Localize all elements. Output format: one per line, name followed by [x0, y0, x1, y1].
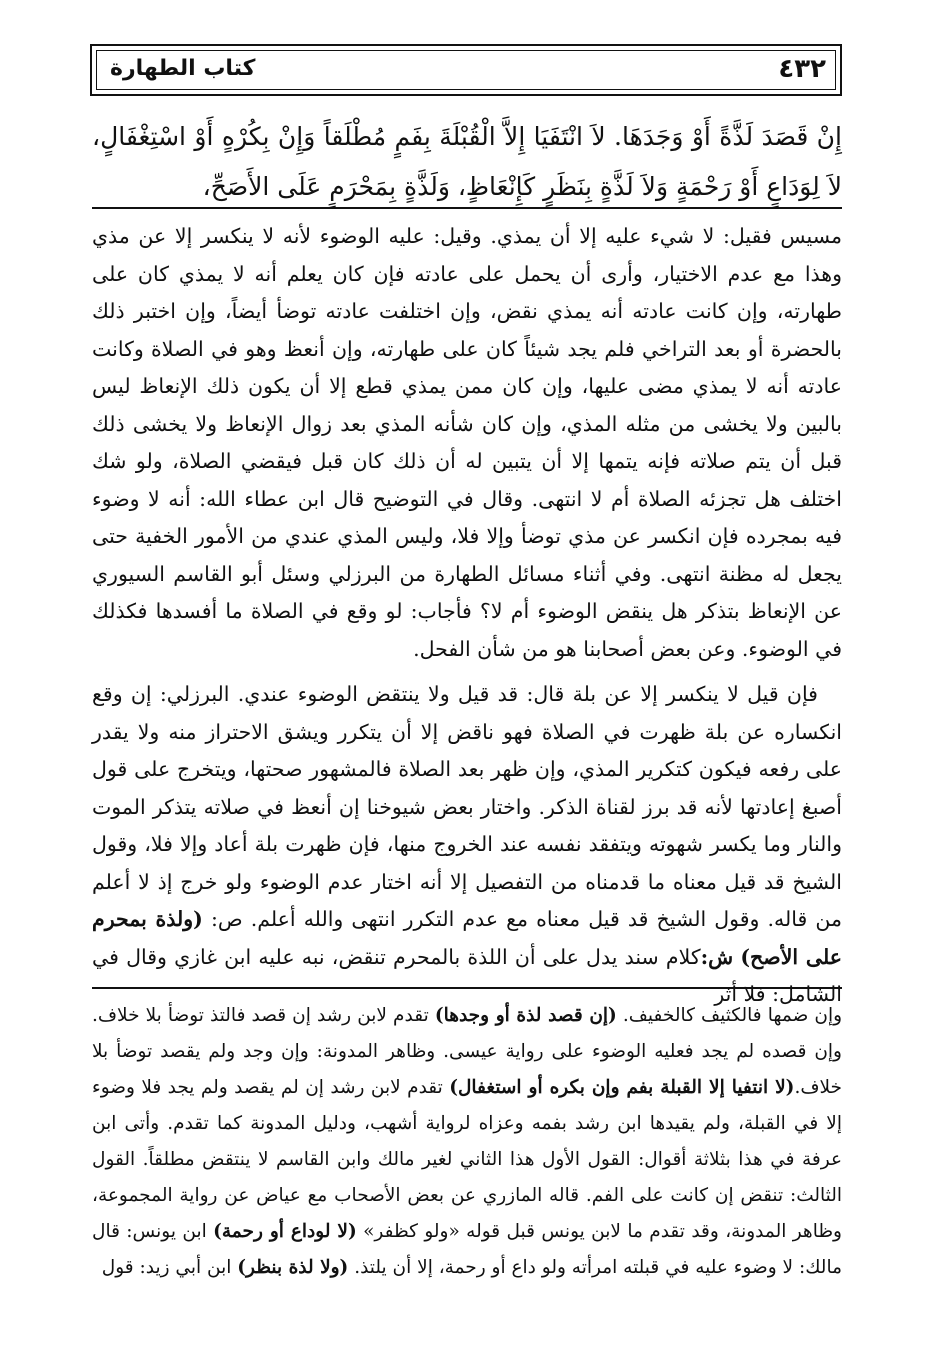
commentary-text: كلام سند يدل على أن اللذة بالمحرم تنقض، نبه عليه ابن غازي وقال في الشامل: فلا أثر: [92, 944, 842, 1006]
note-text: تقدم لابن رشد إن لم يقصد ولم يجد فلا وضوء إلا في القبلة، ولم يقيدها ابن رشد بفمه وعزاه لرواية أشهب، ودليل المدونة كما تقدم. وأتى ابن عرفة في هذا بثلاثة أقوال: القول الأول هذا الثاني لغير مالك وابن القاسم لا ينتقض مطلقاً. القول الثالث: تنقض إن كانت على الفم. قاله المازري عن بعض الأصحاب مع عياض عن رواية المجموعة، وظاهر المدونة، وقد تقدم ما لابن يونس قبل قوله «ولو كظفر»: [92, 1077, 842, 1242]
note-quote: (لا انتفيا إلا القبلة بفم وإن بكره أو استغفال): [449, 1077, 795, 1098]
page-header: [90, 44, 842, 96]
matn-text: إِنْ قَصَدَ لَذَّةً أَوْ وَجَدَهَا. لاَ انْتَفَيَا إِلاَّ الْقُبْلَةَ بِفَمٍ مُطْلَقاً وَإِنْ بِكُرْهٍ أَوْ اسْتِغْفَالٍ، لاَ لِوَدَاعٍ أَوْ رَحْمَةٍ وَلاَ لَذَّةٍ بِنَظَرٍ كَإِنْعَاظٍ، وَلَذَّةٍ بِمَحْرَمٍ عَلَى الأَصَحِّ،: [92, 122, 842, 201]
note-text: وإن ضمها فالكثيف كالخفيف.: [622, 1005, 843, 1026]
note-quote: (إن قصد لذة أو وجدها): [434, 1005, 617, 1026]
note-text: ابن أبي زيد: قول: [101, 1257, 232, 1278]
notes-paragraph: [92, 998, 842, 1286]
note-text: ابن يونس: قال مالك: لا وضوء عليه في قبلته امرأته ولو داع أو رحمة، إلا أن يلتذ.: [92, 1221, 842, 1278]
note-quote: (لا لوداع أو رحمة): [213, 1221, 357, 1242]
footnote-divider: [92, 987, 842, 989]
sharh-marker: ش:: [700, 944, 734, 969]
note-text: تقدم لابن رشد إن قصد فالتذ توضأ بلا خلاف. وإن قصده لم يجد فعليه الوضوء على رواية عيسى. وظاهر المدونة: وإن وجد ولم يقصد توضأ بلا خلاف.: [92, 1005, 842, 1098]
commentary-text: فإن قيل لا ينكسر إلا عن بلة قال: قد قيل ولا ينتقض الوضوء عندي. البرزلي: إن وقع انكساره عن بلة ظهرت في الصلاة فهو ناقض إلا أن يتكرر ويشق الاحتراز منه ولا يقدر على رفعه فيكون كتكرير المذي، وإن ظهر بعد الصلاة فالمشهور صحتها، ويتخرج على قول أصبغ إعادتها لأنه قد برز لقناة الذكر. واختار بعض شيوخنا إن أنعظ في صلاته يتذكر الموت والنار وما يكسر شهوته ويتفقد نفسه عند الخروج منها، فإن ظهرت بلة أعاد وإلا فلا، وقول الشيخ قد قيل معناه ما قدمناه من التفصيل إلا أنه اختار عدم الوضوء ولو خرج إذ لا أعلم من قاله. وقول الشيخ قد قيل معناه مع عدم التكرر انتهى والله أعلم. ص:: [92, 682, 842, 931]
matn-quote: (ولذة بمحرم على الأصح): [92, 907, 842, 969]
commentary-paragraph: [92, 676, 842, 1014]
page-number: ٤٣٢: [778, 54, 826, 84]
commentary-block: [92, 218, 842, 1014]
book-title: كتاب الطهارة: [110, 56, 256, 81]
notes-block: [92, 998, 842, 1286]
divider-rule: [92, 207, 842, 209]
commentary-paragraph: مسيس فقيل: لا شيء عليه إلا أن يمذي. وقيل: عليه الوضوء لأنه لا ينكسر إلا عن مذي وهذا مع عدم الاختيار، وأرى أن يحمل على عادته فإن كان يعلم أنه لا يمذي كان على طهارته، وإن كانت عادته أنه يمذي نقض، وإن اختلفت عادته توضأ أيضاً، وإن اختبر ذلك بالحضرة أو بعد التراخي فلم يجد شيئاً كان على طهارته، وإن أنعظ وهو في الصلاة وكانت عادته أنه لا يمذي مضى عليها، وإن كان ممن يمذي قطع إلا أن يكون ذلك الإنعاظ ليس بالبين ولا يخشى من مثله المذي، وإن كان شأنه المذي بعد زوال الإنعاظ ولا يخشى ذلك قبل أن يتم صلاته فإنه يتمها إلا أن يتبين له أن ذلك كان قبل فيقضي الصلاة، ولو شك اختلف هل تجزئه الصلاة أم لا انتهى. وقال في التوضيح قال ابن عطاء الله: أنه لا وضوء فيه بمجرده فإن انكسر عن مذي توضأ وإلا فلا، وليس المذي عندي من الأمور الخفية حتى يجعل له مظنة انتهى. وفي أثناء مسائل الطهارة من البرزلي وسئل أبو القاسم السيوري عن الإنعاظ بتذكر هل ينقض الوضوء أم لا؟ فأجاب: لو وقع في الصلاة ما أفسدها فكذلك في الوضوء. وعن بعض أصحابنا هو من شأن الفحل.: [92, 224, 842, 661]
note-quote: (ولا لذة بنظر): [237, 1257, 349, 1278]
